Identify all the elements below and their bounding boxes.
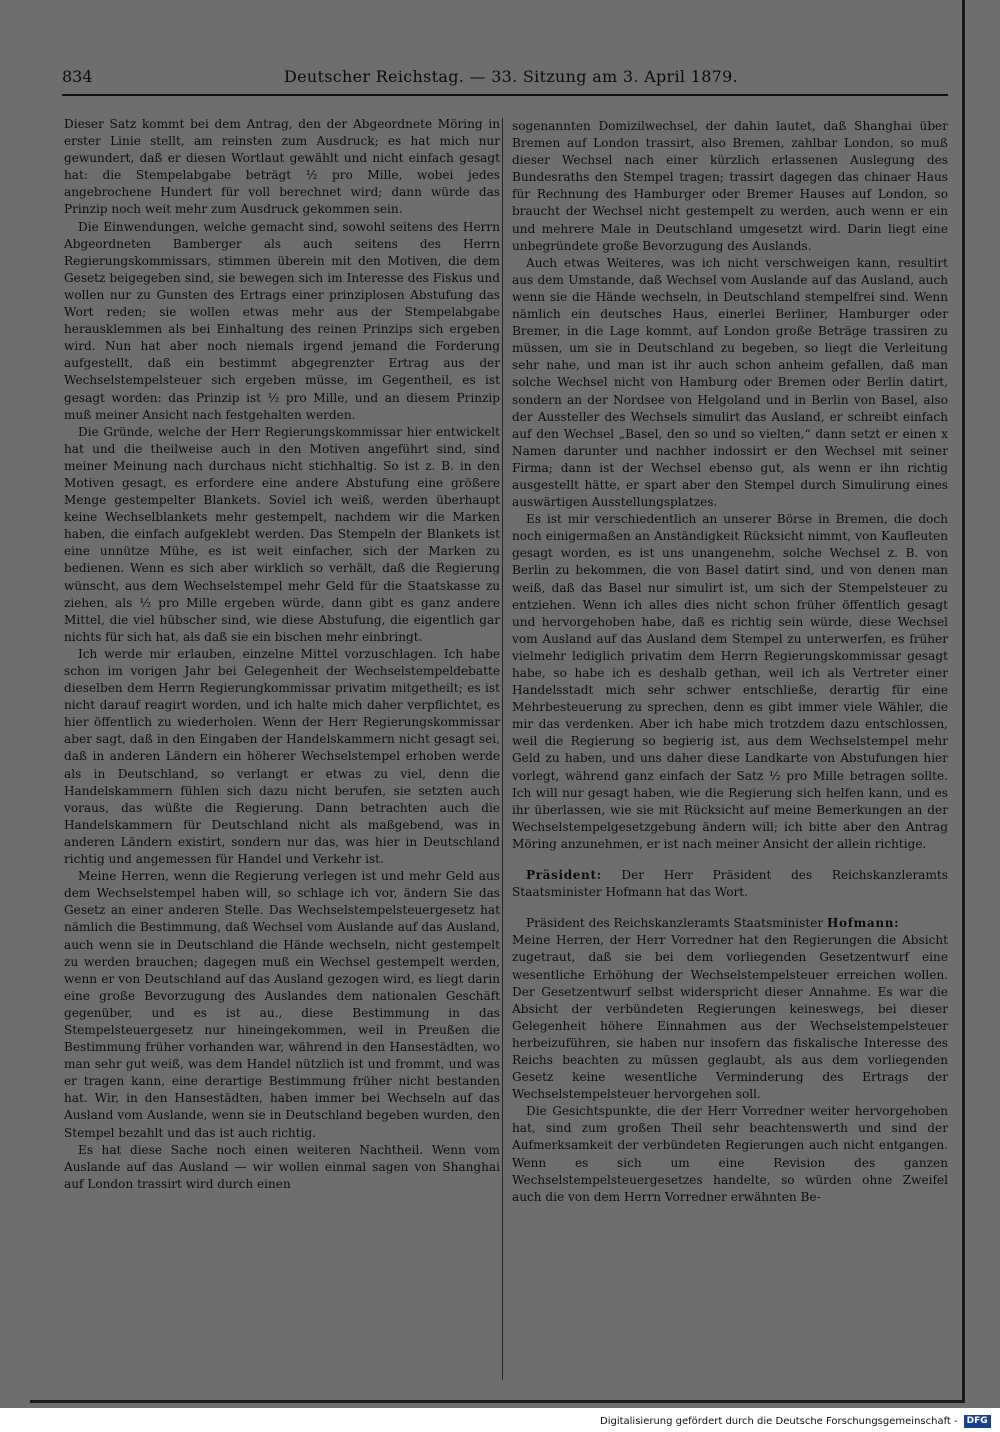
paragraph: Die Gründe, welche der Herr Regierungskommissar hier entwickelt hat und die theilweise auch in den Motiven angeführt sind, sind meiner Meinung nach durchaus nicht stichhaltig. So ist z. B. in den Motiven gesagt, es erfordere eine andere Abstufung eine größere Menge gestempelter Blankets. Soviel ich weiß, werden überhaupt keine Wechselblankets mehr gestempelt, nachdem wir die Marken haben, die einfach aufgeklebt werden. Das Stempeln der Blankets ist eine unnütze Mühe, es ist weit einfacher, sich der Marken zu bedienen. Wenn es sich aber wirklich so verhält, daß die Regierung wünscht, aus dem Wechselstempel mehr Geld für die Staatskasse zu ziehen, als ½ pro Mille ergeben würde, dann gibt es ganz andere Mittel, die viel hübscher sind, wie diese Abstufung, die eigentlich gar nichts für sich hat, als daß sie ein bischen mehr einbringt. xyxy=(64,424,500,644)
speaker-name: Hofmann: xyxy=(827,916,900,931)
header-rule xyxy=(62,94,948,96)
paragraph: Die Gesichtspunkte, die der Herr Vorredner weiter hervorgehoben hat, sind zum großen Theil sehr beachtenswerth und sind der Aufmerksamkeit der verbündeten Regierungen auch nicht entgangen. Wenn es sich um eine Revision des ganzen Wechselstempelsteuergesetzes handelte, so würden ohne Zweifel auch die von dem Herrn Vorredner erwähnten Be- xyxy=(512,1104,948,1204)
paragraph: Die Einwendungen, welche gemacht sind, sowohl seitens des Herrn Abgeordneten Bamberger als auch seitens des Herrn Regierungskommissars, stimmen überein mit den Motiven, die dem Gesetz beigegeben sind, sie bewegen sich im Interesse des Fiskus und wollen nur zu Gunsten des Ertrags einer prinziplosen Abstufung das Wort reden; sie wollen etwas mehr aus der Stempelabgabe herausklemmen als bei Einhaltung des reinen Prinzips sich ergeben wird. Nun hat aber noch niemals irgend jemand die Forderung aufgestellt, daß ein bestimmt abgegrenzter Ertrag aus der Wechselstempelsteuer sich ergeben müsse, im Gegentheil, es ist gesagt worden: das Prinzip ist ½ pro Mille, und an diesem Prinzip muß meiner Ansicht nach festgehalten werden. xyxy=(64,219,500,422)
running-title: Deutscher Reichstag. — 33. Sitzung am 3. April 1879. xyxy=(284,67,739,86)
paragraph: Ich werde mir erlauben, einzelne Mittel vorzuschlagen. Ich habe schon im vorigen Jahr bei Gelegenheit der Wechselstempeldebatte dieselben dem Herrn Regierungkommissar privatim mitgetheilt; es ist nicht darauf reagirt worden, und ich halte mich daher verpflichtet, es hier öffentlich zu wiederholen. Wenn der Herr Regierungskommissar aber sagt, daß in den Eingaben der Handelskammern nicht gesagt sei, daß in anderen Ländern ein höherer Wechselstempel erhoben werde als in Deutschland, so verlangt er etwas zu viel, denn die Handelskammern fühlen sich dazu nicht berufen, sie setzten auch voraus, das wüßte die Regierung. Dann betrachten auch die Handelskammern für Deutschland nicht als maßgebend, was in anderen Ländern existirt, sondern nur das, was hier in Deutschland richtig und angemessen für Handel und Verkehr ist. xyxy=(64,646,500,867)
paragraph: sogenannten Domizilwechsel, der dahin lautet, daß Shanghai über Bremen auf London trassirt, also Bremen, zahlbar London, so muß dieser Wechsel nach einer kürzlich erlassenen Auslegung des Bundesraths den Stempel tragen; trassirt dagegen das chinaer Haus für Rechnung des Hamburger oder Bremer Hauses auf London, so braucht der Wechsel nicht gestempelt zu werden, auch wenn er ein und mehrere Male in Deutschland umgesetzt wird. Darin liegt eine unbegründete große Bevorzugung des Auslands. xyxy=(512,119,948,253)
paragraph: Es ist mir verschiedentlich an unserer Börse in Bremen, die doch noch einigermaßen an Anständigkeit Rücksicht nimmt, von Kaufleuten gesagt worden, es ist uns unangenehm, solche Wechsel z. B. von Berlin zu bekommen, die von Basel datirt sind, und von denen man weiß, daß das Basel nur simulirt ist, um sich der Stempelsteuer zu entziehen. Wenn ich alles dies nicht schon früher öffentlich gesagt und hervorgehoben habe, daß es richtig sein würde, diese Wechsel vom Ausland auf das Ausland dem Stempel zu unterwerfen, es früher vielmehr lediglich privatim dem Herrn Regierungskommissar gesagt habe, so habe ich es deshalb gethan, weil ich als Vertreter einer Handelsstadt mich sehr schwer entschließe, derartig für eine Mehrbesteuerung zu sprechen, denn es gibt immer viele Wähler, die mir das verdenken. Aber ich habe mich trotzdem dazu entschlossen, weil die Regierung so begierig ist, aus dem Wechselstempel mehr Geld zu haben, und uns daher diese Landkarte von Abstufungen hier vorlegt, während ganz einfach der Satz ½ pro Mille betragen sollte. Ich will nur gesagt haben, wie die Regierung sich helfen kann, und es ihr überlassen, wie sie mit Rücksicht auf meine Bemerkungen an der Wechselstempelgesetzgebung ändern will; ich bitte aber den Antrag Möring anzunehmen, er ist nach meiner Ansicht der allein richtige. xyxy=(512,512,948,851)
speaker-title: Präsident des Reichskanzleramts Staatsminister xyxy=(526,916,824,931)
president-statement xyxy=(512,867,948,901)
paragraph: Es hat diese Sache noch einen weiteren Nachtheil. Wenn vom Auslande auf das Ausland — wir wollen einmal sagen von Shanghai auf London trassirt wird durch einen xyxy=(64,1142,500,1191)
left-column xyxy=(64,116,500,1193)
paragraph: Auch etwas Weiteres, was ich nicht verschweigen kann, resultirt aus dem Umstande, daß Wechsel vom Auslande auf das Ausland, auch wenn sie die Hände wechseln, in Deutschland stempelfrei sind. Wenn nämlich ein deutsches Haus, einerlei Berliner, Hamburger oder Bremer, in die Lage kommt, auf London große Beträge trassiren zu müssen, um sie in Deutschland zu begeben, so liegt die Verleitung sehr nahe, und man ist ihr auch schon anheim gefallen, daß man solche Wechsel nicht von Hamburg oder Bremen oder Berlin datirt, sondern an der Nordsee von Helgoland und in Berlin von Basel, also der Aussteller des Wechsels simulirt das Ausland, er schreibt einfach auf den Wechsel „Basel, den so und so vielten,“ dann setzt er einen x Namen darunter und nachher indossirt er den Wechsel mit seiner Firma; dann ist der Wechsel ebenso gut, als wenn er ihn richtig ausgestellt hätte, er spart aber den Stempel durch Simulirung eines auswärtigen Ausstellungsplatzes. xyxy=(512,255,948,510)
page-header xyxy=(62,64,948,90)
page-number: 834 xyxy=(62,67,93,86)
footer-text: Digitalisierung gefördert durch die Deutsche Forschungsgemeinschaft - xyxy=(600,1416,958,1427)
column-divider xyxy=(502,118,503,1380)
page-edge-bottom xyxy=(30,1400,965,1403)
paragraph: Meine Herren, der Herr Vorredner hat den Regierungen die Absicht zugetraut, daß sie bei dem vorliegenden Gesetzentwurf eine wesentliche Erhöhung der Wechselstempelsteuer erreichen wollen. Der Gesetzentwurf selbst widerspricht dieser Annahme. Es war die Absicht der verbündeten Regierungen keineswegs, bei dieser Gelegenheit höhere Einnahmen aus der Wechselstempelsteuer herbeizuführen, sie haben nur insofern das fiskalische Interesse des Reichs beachten zu müssen geglaubt, als aus dem vorliegenden Gesetz keine wesentliche Verminderung des Ertrags der Wechselstempelsteuer hervorgehen soll. xyxy=(512,933,948,1102)
hofmann-intro xyxy=(512,915,948,932)
speaker-label: Präsident: xyxy=(526,868,602,883)
footer-credit xyxy=(600,1414,1000,1430)
right-column xyxy=(512,118,948,1206)
page-edge-right xyxy=(962,0,965,1402)
statement-text: Der Herr Präsident des Reichskanzleramts Staatsminister Hofmann hat das Wort. xyxy=(512,868,948,900)
dfg-logo: DFG xyxy=(964,1415,991,1428)
paragraph: Meine Herren, wenn die Regierung verlegen ist und mehr Geld aus dem Wechselstempel haben will, so schlage ich vor, ändern Sie das Gesetz an einer anderen Stelle. Das Wechselstempelsteuergesetz hat nämlich die Bestimmung, daß Wechsel vom Auslande auf das Ausland, auch wenn sie in Deutschland die Hände wechseln, nicht gestempelt zu werden brauchen; dagegen muß ein Wechsel gestempelt werden, wenn er von Deutschland auf das Ausland gezogen wird, es liegt darin eine große Bevorzugung des Auslandes dem nationalen Geschäft gegenüber, und es ist au., diese Bestimmung in das Stempelsteuergesetz nur hineingekommen, weil in Preußen die Bestimmung früher vorhanden war, während in den Hansestädten, wo man sehr gut weiß, was dem Handel nützlich ist und frommt, und was er tragen kann, eine derartige Bestimmung früher nicht bestanden hat. Wir, in den Hansestädten, haben immer bei Wechseln auf das Ausland vom Auslande, wenn sie in Deutschland begeben wurden, den Stempel bezahlt und das ist auch richtig. xyxy=(64,869,500,1140)
paragraph: Dieser Satz kommt bei dem Antrag, den der Abgeordnete Möring in erster Linie stellt, am reinsten zum Ausdruck; es hat mich nur gewundert, daß er diesen Wortlaut gewählt und nicht einfach gesagt hat: die Stempelabgabe beträgt ½ pro Mille, wobei jedes angebrochene Hundert für voll berechnet wird; dann würde das Prinzip noch weit mehr zum Ausdruck gekommen sein. xyxy=(64,117,500,217)
